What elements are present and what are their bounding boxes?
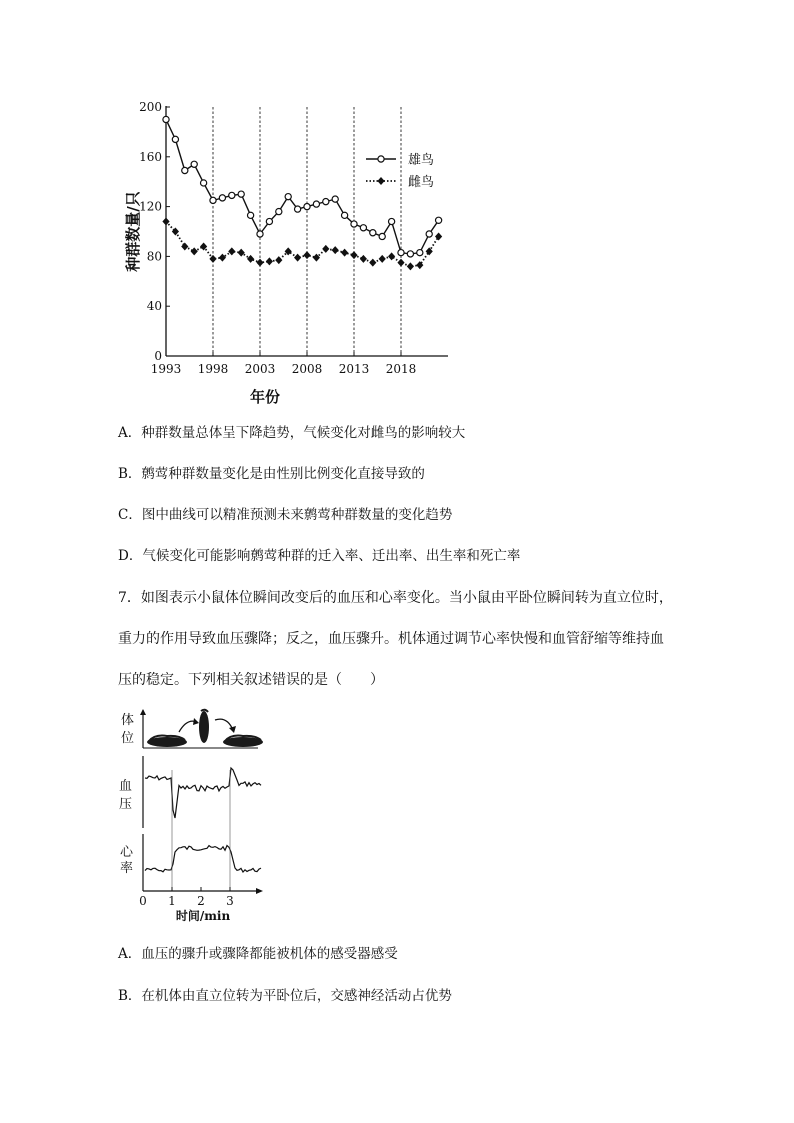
data-point-雄鸟 bbox=[313, 201, 319, 207]
data-point-雄鸟 bbox=[360, 225, 366, 231]
x-tick-label: 2018 bbox=[385, 362, 417, 376]
option-7b: B．在机体由直立位转为平卧位后，交感神经活动占优势 bbox=[118, 988, 452, 1004]
data-point-雌鸟 bbox=[332, 246, 339, 254]
upright-mouse-icon bbox=[199, 710, 209, 743]
data-point-雌鸟 bbox=[341, 249, 348, 257]
option-6b: B．鹩莺种群数量变化是由性别比例变化直接导致的 bbox=[118, 466, 425, 482]
time-tick-label: 0 bbox=[139, 894, 147, 908]
data-point-雄鸟 bbox=[285, 194, 291, 200]
data-point-雄鸟 bbox=[398, 250, 404, 256]
data-point-雌鸟 bbox=[350, 251, 357, 259]
data-point-雌鸟 bbox=[172, 228, 179, 236]
data-point-雄鸟 bbox=[229, 192, 235, 198]
x-tick-label: 2008 bbox=[291, 362, 323, 376]
data-point-雌鸟 bbox=[322, 245, 329, 253]
data-point-雌鸟 bbox=[379, 255, 386, 263]
y-tick-label: 160 bbox=[139, 149, 162, 164]
row-label-posture-1: 体 bbox=[121, 713, 135, 728]
time-tick-label: 1 bbox=[168, 894, 176, 908]
data-point-雄鸟 bbox=[304, 204, 310, 210]
x-tick-label: 2003 bbox=[244, 362, 276, 376]
x-tick-label: 2013 bbox=[338, 362, 370, 376]
row-label-posture-2: 位 bbox=[121, 731, 135, 746]
x-tick-label: 1998 bbox=[197, 362, 229, 376]
heart-rate-trace bbox=[145, 846, 261, 873]
y-tick-label: 200 bbox=[139, 100, 162, 114]
row-label-hr-2: 率 bbox=[120, 861, 134, 876]
question-7-line-2: 重力的作用导致血压骤降；反之，血压骤升。机体通过调节心率快慢和血管舒缩等维持血 bbox=[118, 631, 664, 647]
data-point-雌鸟 bbox=[397, 259, 404, 267]
y-axis-label-text: 种群数量/只 bbox=[124, 191, 142, 272]
data-point-雌鸟 bbox=[247, 255, 254, 263]
data-point-雄鸟 bbox=[248, 212, 254, 218]
data-point-雌鸟 bbox=[388, 252, 395, 260]
time-axis-arrow bbox=[256, 888, 263, 894]
row-label-bp-1: 血 bbox=[119, 779, 133, 794]
option-6c: C．图中曲线可以精准预测未来鹩莺种群数量的变化趋势 bbox=[118, 507, 453, 523]
data-point-雄鸟 bbox=[238, 191, 244, 197]
data-point-雄鸟 bbox=[295, 206, 301, 212]
data-point-雌鸟 bbox=[256, 259, 263, 267]
time-tick-label: 2 bbox=[197, 894, 205, 908]
chart-legend bbox=[366, 152, 434, 190]
lying-mouse-icon bbox=[223, 736, 263, 747]
data-point-雄鸟 bbox=[342, 212, 348, 218]
data-point-雄鸟 bbox=[351, 221, 357, 227]
option-6d: D．气候变化可能影响鹩莺种群的迁入率、迁出率、出生率和死亡率 bbox=[118, 548, 521, 564]
data-point-雄鸟 bbox=[379, 233, 385, 239]
data-point-雌鸟 bbox=[228, 247, 235, 255]
data-point-雄鸟 bbox=[323, 199, 329, 205]
arrowhead-icon bbox=[229, 726, 236, 733]
data-point-雄鸟 bbox=[417, 250, 423, 256]
data-point-雄鸟 bbox=[389, 218, 395, 224]
posture-bp-hr-figure bbox=[115, 708, 275, 923]
data-point-雄鸟 bbox=[276, 208, 282, 214]
data-point-雌鸟 bbox=[369, 259, 376, 267]
data-point-雄鸟 bbox=[332, 196, 338, 202]
data-point-雄鸟 bbox=[370, 230, 376, 236]
legend-marker-female bbox=[377, 177, 384, 185]
legend-marker-male bbox=[378, 156, 384, 162]
data-point-雌鸟 bbox=[294, 254, 301, 262]
series-line-雄鸟 bbox=[166, 119, 439, 253]
blood-pressure-trace bbox=[145, 768, 261, 818]
lying-mouse-icon bbox=[147, 736, 187, 747]
data-point-雌鸟 bbox=[303, 251, 310, 259]
data-point-雄鸟 bbox=[182, 167, 188, 173]
option-6a: A．种群数量总体呈下降趋势，气候变化对雌鸟的影响较大 bbox=[118, 425, 466, 441]
population-line-chart bbox=[118, 96, 458, 414]
y-tick-label: 80 bbox=[146, 249, 162, 264]
legend-label-female: 雌鸟 bbox=[408, 175, 435, 190]
y-tick-label: 40 bbox=[146, 299, 162, 314]
posture-axis-arrow bbox=[140, 709, 146, 715]
data-point-雄鸟 bbox=[201, 180, 207, 186]
time-axis-label: 时间/min bbox=[175, 909, 231, 923]
data-point-雌鸟 bbox=[219, 254, 226, 262]
arrowhead-icon bbox=[193, 718, 199, 725]
data-point-雌鸟 bbox=[191, 247, 198, 255]
series-group bbox=[162, 116, 442, 270]
data-point-雌鸟 bbox=[275, 256, 282, 264]
data-point-雄鸟 bbox=[163, 116, 169, 122]
data-point-雌鸟 bbox=[238, 249, 245, 257]
question-7-line-1: 7．如图表示小鼠体位瞬间改变后的血压和心率变化。当小鼠由平卧位瞬间转为直立位时， bbox=[118, 590, 673, 606]
option-7a: A．血压的骤升或骤降都能被机体的感受器感受 bbox=[118, 946, 398, 962]
data-point-雄鸟 bbox=[191, 161, 197, 167]
data-point-雌鸟 bbox=[266, 257, 273, 265]
data-point-雄鸟 bbox=[210, 197, 216, 203]
x-axis-label: 年份 bbox=[249, 388, 281, 406]
time-tick-label: 3 bbox=[226, 894, 234, 908]
question-7-line-3: 压的稳定。下列相关叙述错误的是（ ） bbox=[118, 672, 384, 688]
x-tick-label: 1993 bbox=[150, 362, 182, 376]
row-label-bp-2: 压 bbox=[119, 797, 133, 812]
data-point-雌鸟 bbox=[407, 262, 414, 270]
data-point-雄鸟 bbox=[257, 231, 263, 237]
data-point-雄鸟 bbox=[407, 251, 413, 257]
y-tick-label: 120 bbox=[139, 199, 162, 214]
y-tick-label: 0 bbox=[154, 349, 162, 363]
row-label-hr-1: 心 bbox=[120, 845, 134, 860]
legend-label-male: 雄鸟 bbox=[408, 153, 435, 168]
data-point-雄鸟 bbox=[172, 136, 178, 142]
data-point-雄鸟 bbox=[219, 195, 225, 201]
data-point-雌鸟 bbox=[181, 242, 188, 250]
data-point-雄鸟 bbox=[266, 218, 272, 224]
data-point-雌鸟 bbox=[360, 255, 367, 263]
data-point-雄鸟 bbox=[436, 217, 442, 223]
data-point-雄鸟 bbox=[426, 231, 432, 237]
